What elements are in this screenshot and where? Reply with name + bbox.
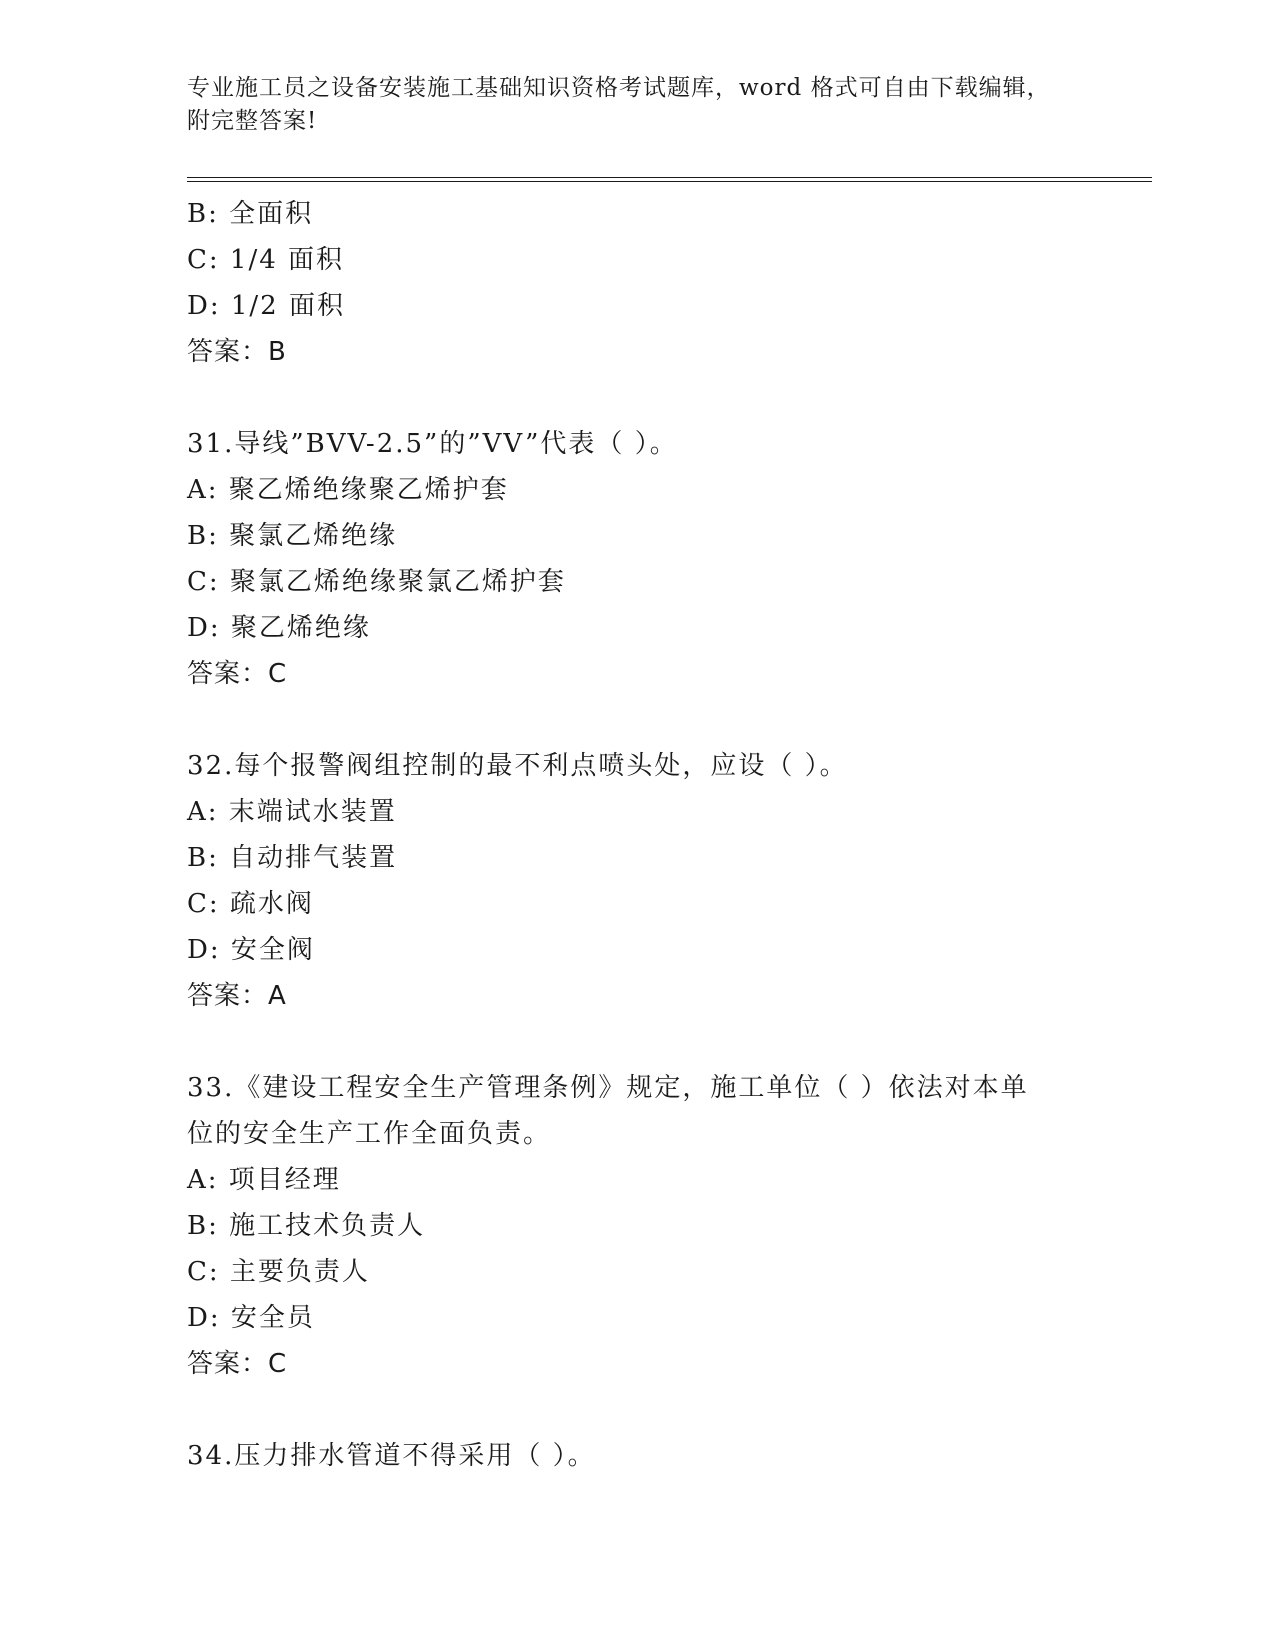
question-text-line-2: 位的安全生产工作全面负责。 — [187, 1119, 552, 1149]
question-block-31 — [187, 421, 1067, 697]
question-block-33 — [187, 1065, 1067, 1387]
document-header — [187, 72, 1087, 138]
question-text: 34.压力排水管道不得采用（ ）。 — [187, 1441, 596, 1471]
question-text-line-1: 33.《建设工程安全生产管理条例》规定，施工单位（ ）依法对本单 — [187, 1073, 1029, 1103]
question-list — [187, 191, 1067, 1479]
option-d: D: 安全员 — [187, 1303, 315, 1333]
answer: 答案：A — [187, 981, 287, 1011]
option-b: B: 全面积 — [187, 199, 314, 229]
question-text: 32.每个报警阀组控制的最不利点喷头处，应设（ ）。 — [187, 751, 848, 781]
option-c: C: 主要负责人 — [187, 1257, 370, 1287]
option-c: C: 疏水阀 — [187, 889, 314, 919]
option-c: C: 聚氯乙烯绝缘聚氯乙烯护套 — [187, 567, 566, 597]
spacer — [187, 375, 1067, 421]
spacer — [187, 697, 1067, 743]
answer: 答案：B — [187, 337, 287, 367]
option-d: D: 聚乙烯绝缘 — [187, 613, 371, 643]
option-b: B: 自动排气装置 — [187, 843, 398, 873]
spacer — [187, 1019, 1067, 1065]
answer: 答案：C — [187, 1349, 288, 1379]
option-c: C: 1/4 面积 — [187, 245, 345, 275]
spacer — [187, 1387, 1067, 1433]
option-a: A: 聚乙烯绝缘聚乙烯护套 — [187, 475, 509, 505]
answer: 答案：C — [187, 659, 288, 689]
question-block-34 — [187, 1433, 1067, 1479]
header-line-2: 附完整答案! — [187, 108, 318, 134]
header-line-1: 专业施工员之设备安装施工基础知识资格考试题库，word 格式可自由下载编辑， — [187, 75, 1051, 101]
option-b: B: 施工技术负责人 — [187, 1211, 426, 1241]
option-a: A: 项目经理 — [187, 1165, 341, 1195]
option-a: A: 末端试水装置 — [187, 797, 397, 827]
question-block-30 — [187, 191, 1067, 375]
question-text: 31.导线”BVV-2.5”的”VV”代表（ ）。 — [187, 429, 678, 459]
header-divider — [187, 177, 1152, 182]
question-block-32 — [187, 743, 1067, 1019]
option-d: D: 1/2 面积 — [187, 291, 345, 321]
option-d: D: 安全阀 — [187, 935, 315, 965]
option-b: B: 聚氯乙烯绝缘 — [187, 521, 398, 551]
